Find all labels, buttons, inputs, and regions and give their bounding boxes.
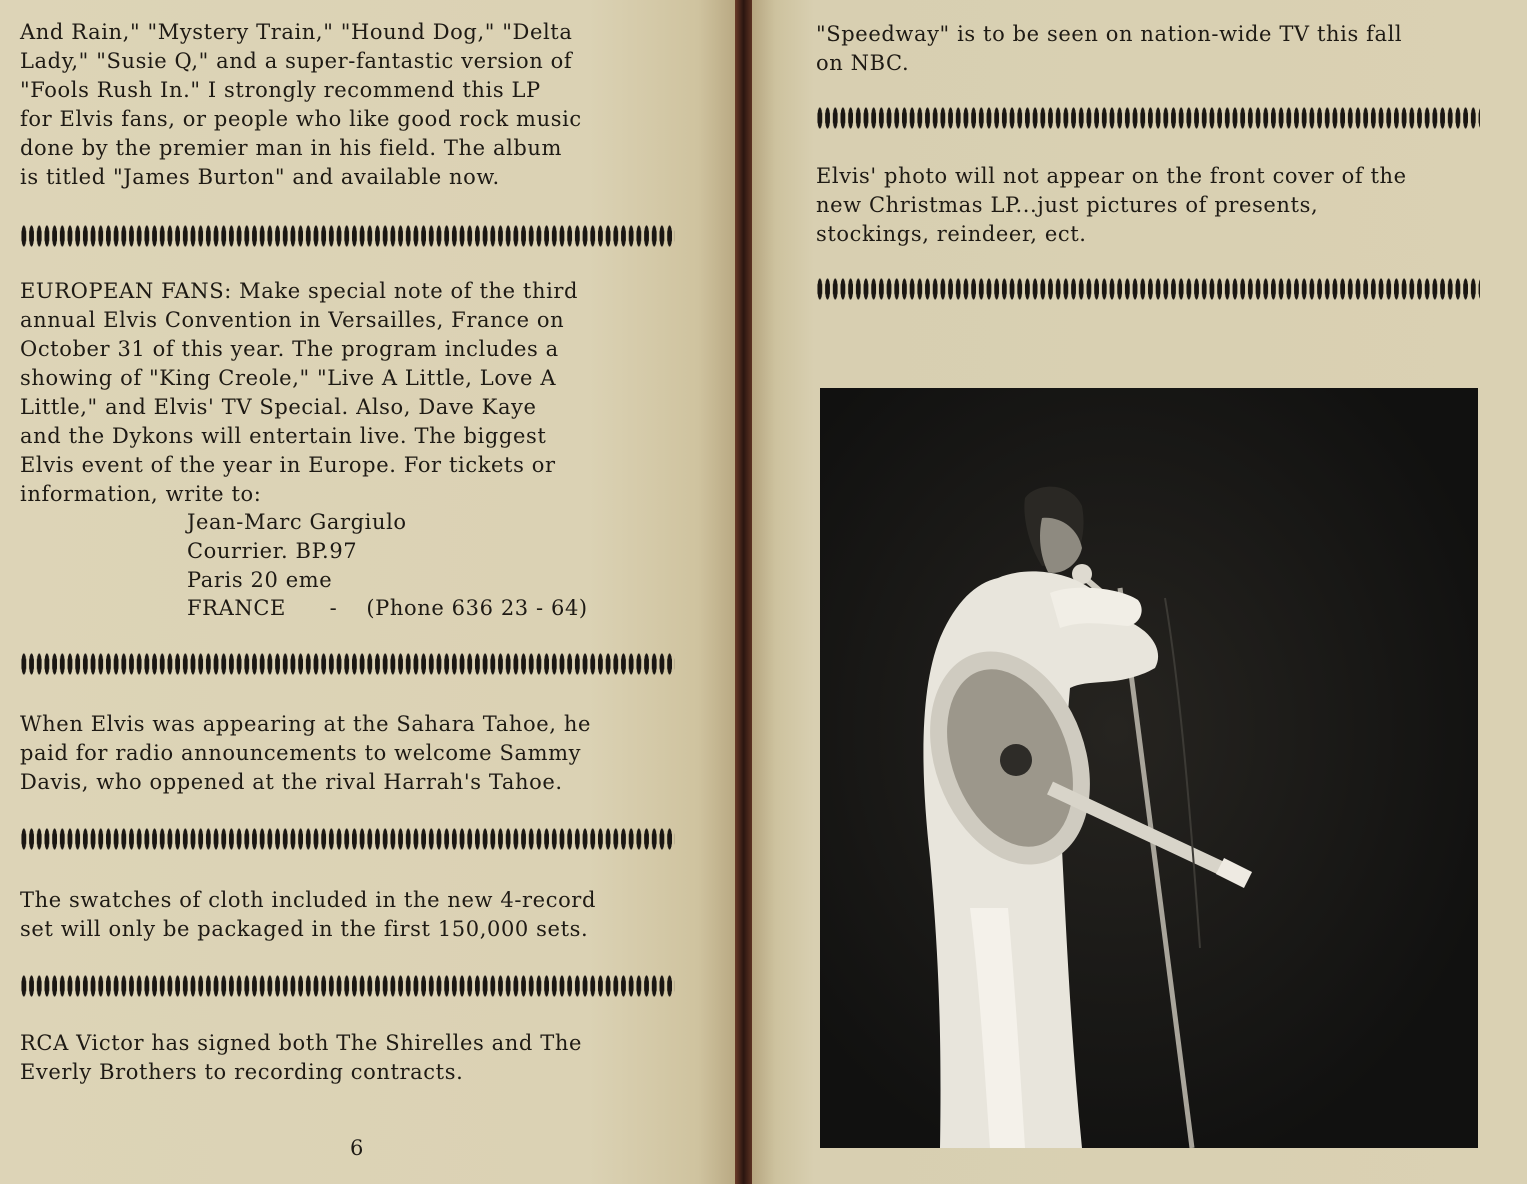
page-number: 6 [350,1136,364,1160]
paragraph-european-fans: EUROPEAN FANS: Make special note of the third annual Elvis Convention in Versailles, France on October 31 of this year. The program includes a showing of "King Creole," "Live A Little, Love A Little," and Elvis' TV Special. Also, Dave Kaye and the Dykons will entertain live. The biggest Elvis event of the year in Europe. For tickets or information, write to: [20,279,579,506]
performer-illustration [820,388,1478,1148]
elvis-performance-photo [820,388,1478,1148]
book-spine [735,0,752,1184]
address-line-name: Jean-Marc Gargiulo [187,510,407,534]
section-divider [816,276,1480,302]
paragraph-james-burton: And Rain," "Mystery Train," "Hound Dog," "Delta Lady," "Susie Q," and a super-fantastic version of "Fools Rush In." I strongly recommend this LP for Elvis fans, or people who like good rock music done by the premier man in his field. The album is titled "James Burton" and available now. [20,20,582,189]
section-divider [20,223,675,249]
paragraph-swatches: The swatches of cloth included in the new 4-record set will only be packaged in the first 150,000 sets. [20,888,596,941]
section-divider [20,651,675,677]
paragraph-rca-victor: RCA Victor has signed both The Shirelles and The Everly Brothers to recording contracts. [20,1031,582,1084]
section-divider [20,973,675,999]
address-line-country-phone: FRANCE - (Phone 636 23 - 64) [187,596,588,620]
address-line-city: Paris 20 eme [187,568,333,592]
right-page [752,0,1527,1184]
left-page [0,0,735,1184]
address-line-street: Courrier. BP.97 [187,539,358,563]
section-divider [20,826,675,852]
paragraph-christmas-lp: Elvis' photo will not appear on the front cover of the new Christmas LP...just pictures of presents, stockings, reindeer, ect. [816,164,1407,246]
paragraph-speedway: "Speedway" is to be seen on nation-wide TV this fall on NBC. [816,22,1403,75]
paragraph-sahara-tahoe: When Elvis was appearing at the Sahara Tahoe, he paid for radio announcements to welcome Sammy Davis, who oppened at the rival Harrah's Tahoe. [20,712,591,794]
section-divider [816,105,1480,131]
